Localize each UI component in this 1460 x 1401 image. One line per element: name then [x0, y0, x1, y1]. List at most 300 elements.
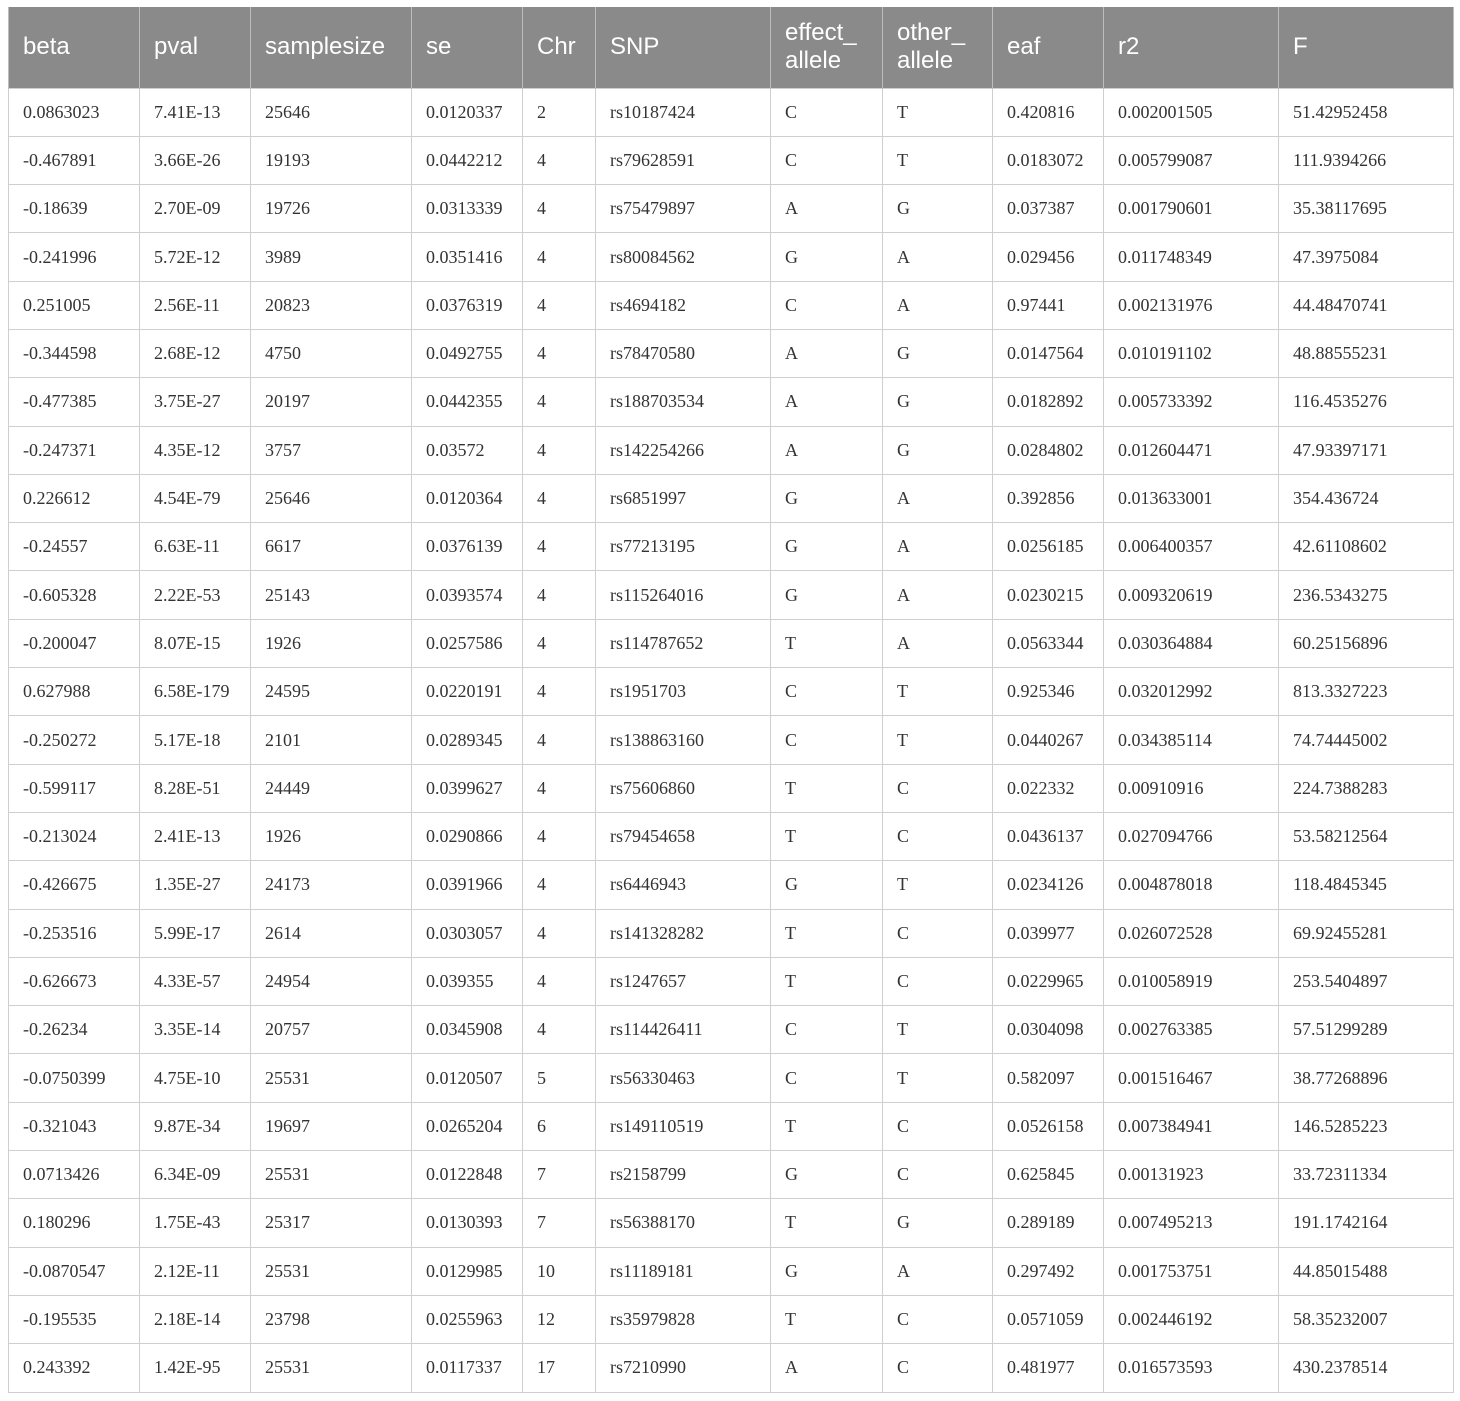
table-row — [9, 812, 1454, 860]
table-cell: 1926 — [251, 812, 412, 860]
table-cell: rs141328282 — [596, 909, 771, 957]
table-cell: 38.77268896 — [1279, 1054, 1454, 1102]
table-cell: 0.226612 — [9, 474, 140, 522]
table-cell: 0.0376319 — [412, 281, 523, 329]
table-row — [9, 1295, 1454, 1343]
table-cell: 0.481977 — [993, 1344, 1104, 1392]
table-cell: 47.3975084 — [1279, 233, 1454, 281]
table-cell: 60.25156896 — [1279, 619, 1454, 667]
table-cell: 44.85015488 — [1279, 1247, 1454, 1295]
table-row — [9, 1247, 1454, 1295]
table-cell: 0.005733392 — [1104, 378, 1279, 426]
table-cell: 0.0863023 — [9, 88, 140, 136]
column-header: samplesize — [251, 7, 412, 88]
table-cell: 0.0230215 — [993, 571, 1104, 619]
table-row — [9, 909, 1454, 957]
table-cell: 25646 — [251, 474, 412, 522]
table-cell: T — [771, 764, 883, 812]
table-cell: 35.38117695 — [1279, 185, 1454, 233]
table-cell: C — [883, 1295, 993, 1343]
table-cell: 6.58E-179 — [140, 668, 251, 716]
table-row — [9, 233, 1454, 281]
table-cell: 0.011748349 — [1104, 233, 1279, 281]
table-cell: 0.297492 — [993, 1247, 1104, 1295]
table-cell: 0.420816 — [993, 88, 1104, 136]
table-row — [9, 1199, 1454, 1247]
table-cell: 24595 — [251, 668, 412, 716]
table-row — [9, 1102, 1454, 1150]
table-cell: -0.26234 — [9, 1006, 140, 1054]
table-cell: 0.0442212 — [412, 136, 523, 184]
table-cell: 0.0265204 — [412, 1102, 523, 1150]
table-cell: C — [883, 1344, 993, 1392]
table-cell: 5 — [523, 1054, 596, 1102]
table-row — [9, 1006, 1454, 1054]
column-header: Chr — [523, 7, 596, 88]
table-cell: 4 — [523, 812, 596, 860]
table-cell: T — [883, 668, 993, 716]
table-cell: 25646 — [251, 88, 412, 136]
table-cell: 4 — [523, 764, 596, 812]
table-cell: G — [883, 378, 993, 426]
table-cell: 0.001753751 — [1104, 1247, 1279, 1295]
table-cell: 1.42E-95 — [140, 1344, 251, 1392]
table-cell: 0.97441 — [993, 281, 1104, 329]
table-cell: 0.002001505 — [1104, 88, 1279, 136]
table-cell: rs11189181 — [596, 1247, 771, 1295]
table-cell: -0.321043 — [9, 1102, 140, 1150]
table-cell: T — [883, 1054, 993, 1102]
table-cell: rs1247657 — [596, 957, 771, 1005]
table-cell: 0.001790601 — [1104, 185, 1279, 233]
table-cell: 19193 — [251, 136, 412, 184]
table-cell: C — [883, 1151, 993, 1199]
table-cell: 47.93397171 — [1279, 426, 1454, 474]
table-cell: rs114787652 — [596, 619, 771, 667]
table-row — [9, 861, 1454, 909]
table-row — [9, 426, 1454, 474]
table-cell: 4750 — [251, 329, 412, 377]
table-cell: 0.022332 — [993, 764, 1104, 812]
table-cell: A — [771, 1344, 883, 1392]
table-cell: 4 — [523, 1006, 596, 1054]
table-cell: 4 — [523, 281, 596, 329]
table-cell: G — [771, 1151, 883, 1199]
table-cell: 0.005799087 — [1104, 136, 1279, 184]
table-cell: 24954 — [251, 957, 412, 1005]
table-cell: 146.5285223 — [1279, 1102, 1454, 1150]
table-cell: rs6851997 — [596, 474, 771, 522]
table-cell: C — [883, 812, 993, 860]
table-row — [9, 523, 1454, 571]
table-cell: rs78470580 — [596, 329, 771, 377]
table-cell: 4.35E-12 — [140, 426, 251, 474]
table-cell: rs138863160 — [596, 716, 771, 764]
table-cell: rs188703534 — [596, 378, 771, 426]
table-cell: 0.002131976 — [1104, 281, 1279, 329]
table-row — [9, 329, 1454, 377]
table-cell: A — [771, 426, 883, 474]
table-cell: rs35979828 — [596, 1295, 771, 1343]
table-cell: 4.75E-10 — [140, 1054, 251, 1102]
table-cell: 0.0563344 — [993, 619, 1104, 667]
table-cell: 0.010058919 — [1104, 957, 1279, 1005]
table-cell: A — [883, 233, 993, 281]
table-row — [9, 668, 1454, 716]
table-cell: 2614 — [251, 909, 412, 957]
table-cell: 51.42952458 — [1279, 88, 1454, 136]
table-row — [9, 281, 1454, 329]
table-cell: T — [771, 812, 883, 860]
table-cell: 4 — [523, 716, 596, 764]
table-cell: 0.012604471 — [1104, 426, 1279, 474]
table-cell: 0.243392 — [9, 1344, 140, 1392]
column-header: other_ allele — [883, 7, 993, 88]
table-cell: 4 — [523, 136, 596, 184]
table-cell: G — [883, 426, 993, 474]
table-cell: 0.034385114 — [1104, 716, 1279, 764]
table-row — [9, 1054, 1454, 1102]
table-cell: 0.0526158 — [993, 1102, 1104, 1150]
table-cell: 0.0256185 — [993, 523, 1104, 571]
table-cell: T — [883, 716, 993, 764]
table-cell: C — [771, 1006, 883, 1054]
table-cell: 0.0351416 — [412, 233, 523, 281]
table-cell: -0.0870547 — [9, 1247, 140, 1295]
table-row — [9, 619, 1454, 667]
table-cell: 69.92455281 — [1279, 909, 1454, 957]
table-cell: G — [771, 523, 883, 571]
table-cell: 4 — [523, 426, 596, 474]
table-cell: 253.5404897 — [1279, 957, 1454, 1005]
table-cell: 53.58212564 — [1279, 812, 1454, 860]
table-cell: G — [883, 329, 993, 377]
table-cell: 6 — [523, 1102, 596, 1150]
column-header: F — [1279, 7, 1454, 88]
table-cell: 1.75E-43 — [140, 1199, 251, 1247]
table-cell: 0.0234126 — [993, 861, 1104, 909]
table-row — [9, 764, 1454, 812]
table-cell: A — [771, 378, 883, 426]
table-cell: G — [883, 185, 993, 233]
table-cell: 0.0713426 — [9, 1151, 140, 1199]
table-cell: 1.35E-27 — [140, 861, 251, 909]
table-cell: 0.026072528 — [1104, 909, 1279, 957]
table-cell: 25531 — [251, 1054, 412, 1102]
table-cell: 3989 — [251, 233, 412, 281]
table-cell: 0.0255963 — [412, 1295, 523, 1343]
table-cell: 0.0313339 — [412, 185, 523, 233]
table-cell: 0.0399627 — [412, 764, 523, 812]
column-header: r2 — [1104, 7, 1279, 88]
table-cell: 0.0120364 — [412, 474, 523, 522]
table-cell: 8.28E-51 — [140, 764, 251, 812]
table-row — [9, 474, 1454, 522]
table-cell: 5.99E-17 — [140, 909, 251, 957]
column-header: pval — [140, 7, 251, 88]
table-cell: 3.35E-14 — [140, 1006, 251, 1054]
table-cell: 17 — [523, 1344, 596, 1392]
table-cell: 0.0304098 — [993, 1006, 1104, 1054]
column-header: eaf — [993, 7, 1104, 88]
table-cell: G — [771, 474, 883, 522]
table-cell: 7 — [523, 1151, 596, 1199]
table-cell: 0.0122848 — [412, 1151, 523, 1199]
table-cell: T — [771, 1102, 883, 1150]
table-cell: 4 — [523, 668, 596, 716]
table-cell: 9.87E-34 — [140, 1102, 251, 1150]
table-cell: -0.195535 — [9, 1295, 140, 1343]
table-cell: -0.426675 — [9, 861, 140, 909]
table-cell: 23798 — [251, 1295, 412, 1343]
table-cell: 0.289189 — [993, 1199, 1104, 1247]
table-cell: 19697 — [251, 1102, 412, 1150]
table-cell: rs79454658 — [596, 812, 771, 860]
table-cell: 0.010191102 — [1104, 329, 1279, 377]
table-cell: -0.241996 — [9, 233, 140, 281]
table-cell: G — [771, 861, 883, 909]
table-cell: -0.253516 — [9, 909, 140, 957]
table-cell: 4.33E-57 — [140, 957, 251, 1005]
table-cell: rs75606860 — [596, 764, 771, 812]
table-cell: 4 — [523, 619, 596, 667]
table-cell: 4 — [523, 329, 596, 377]
table-cell: 2.70E-09 — [140, 185, 251, 233]
table-cell: rs56330463 — [596, 1054, 771, 1102]
table-cell: 0.0120507 — [412, 1054, 523, 1102]
table-cell: 0.0393574 — [412, 571, 523, 619]
table-cell: 25143 — [251, 571, 412, 619]
table-cell: T — [771, 619, 883, 667]
table-cell: 0.016573593 — [1104, 1344, 1279, 1392]
table-cell: 4 — [523, 957, 596, 1005]
table-cell: 0.0182892 — [993, 378, 1104, 426]
table-cell: rs114426411 — [596, 1006, 771, 1054]
table-cell: A — [883, 619, 993, 667]
table-cell: 4 — [523, 571, 596, 619]
table-cell: 0.007495213 — [1104, 1199, 1279, 1247]
table-cell: T — [883, 1006, 993, 1054]
table-cell: 0.0391966 — [412, 861, 523, 909]
table-cell: C — [883, 1102, 993, 1150]
table-cell: -0.599117 — [9, 764, 140, 812]
table-cell: -0.200047 — [9, 619, 140, 667]
table-cell: -0.0750399 — [9, 1054, 140, 1102]
table-cell: 20823 — [251, 281, 412, 329]
table-cell: 813.3327223 — [1279, 668, 1454, 716]
table-cell: C — [883, 957, 993, 1005]
table-row — [9, 185, 1454, 233]
table-cell: 10 — [523, 1247, 596, 1295]
table-cell: 4 — [523, 909, 596, 957]
table-cell: rs142254266 — [596, 426, 771, 474]
table-cell: -0.605328 — [9, 571, 140, 619]
table-cell: 6617 — [251, 523, 412, 571]
table-cell: C — [771, 716, 883, 764]
table-row — [9, 88, 1454, 136]
table-cell: 4 — [523, 523, 596, 571]
table-cell: 25531 — [251, 1247, 412, 1295]
table-cell: 0.030364884 — [1104, 619, 1279, 667]
table-cell: 8.07E-15 — [140, 619, 251, 667]
table-cell: 42.61108602 — [1279, 523, 1454, 571]
table-cell: 0.0376139 — [412, 523, 523, 571]
table-cell: 4 — [523, 861, 596, 909]
table-cell: T — [771, 1199, 883, 1247]
table-cell: 0.0303057 — [412, 909, 523, 957]
table-cell: 2.56E-11 — [140, 281, 251, 329]
table-cell: -0.247371 — [9, 426, 140, 474]
table-cell: A — [883, 571, 993, 619]
table-cell: rs149110519 — [596, 1102, 771, 1150]
table-cell: C — [771, 88, 883, 136]
table-cell: 7.41E-13 — [140, 88, 251, 136]
table-cell: 2.12E-11 — [140, 1247, 251, 1295]
table-cell: 116.4535276 — [1279, 378, 1454, 426]
table-cell: 33.72311334 — [1279, 1151, 1454, 1199]
table-cell: 7 — [523, 1199, 596, 1247]
table-cell: G — [883, 1199, 993, 1247]
table-cell: -0.24557 — [9, 523, 140, 571]
table-cell: 25531 — [251, 1344, 412, 1392]
table-cell: 0.037387 — [993, 185, 1104, 233]
table-cell: 25317 — [251, 1199, 412, 1247]
table-cell: 2101 — [251, 716, 412, 764]
table-cell: 0.0257586 — [412, 619, 523, 667]
table-cell: 0.0440267 — [993, 716, 1104, 764]
table-cell: 0.00910916 — [1104, 764, 1279, 812]
table-cell: C — [771, 136, 883, 184]
table-cell: 0.007384941 — [1104, 1102, 1279, 1150]
table-row — [9, 571, 1454, 619]
table-cell: 0.032012992 — [1104, 668, 1279, 716]
table-cell: 20197 — [251, 378, 412, 426]
table-cell: 118.4845345 — [1279, 861, 1454, 909]
table-cell: C — [883, 909, 993, 957]
table-cell: 0.0290866 — [412, 812, 523, 860]
table-row — [9, 1151, 1454, 1199]
table-cell: 2.68E-12 — [140, 329, 251, 377]
table-cell: rs10187424 — [596, 88, 771, 136]
table-cell: 236.5343275 — [1279, 571, 1454, 619]
table-cell: 0.027094766 — [1104, 812, 1279, 860]
table-cell: T — [883, 88, 993, 136]
table-cell: rs80084562 — [596, 233, 771, 281]
table-cell: 19726 — [251, 185, 412, 233]
table-cell: 2.22E-53 — [140, 571, 251, 619]
table-header — [9, 7, 1454, 88]
table-cell: 0.004878018 — [1104, 861, 1279, 909]
table-row — [9, 136, 1454, 184]
table-cell: 0.392856 — [993, 474, 1104, 522]
table-cell: C — [883, 764, 993, 812]
table-cell: C — [771, 668, 883, 716]
table-cell: rs115264016 — [596, 571, 771, 619]
table-cell: T — [771, 957, 883, 1005]
table-cell: 2 — [523, 88, 596, 136]
table-cell: 0.00131923 — [1104, 1151, 1279, 1199]
table-cell: 0.006400357 — [1104, 523, 1279, 571]
table-cell: A — [883, 1247, 993, 1295]
header-row — [9, 7, 1454, 88]
table-cell: 25531 — [251, 1151, 412, 1199]
table-cell: 58.35232007 — [1279, 1295, 1454, 1343]
table-cell: 0.627988 — [9, 668, 140, 716]
table-cell: 74.74445002 — [1279, 716, 1454, 764]
table-cell: 0.0284802 — [993, 426, 1104, 474]
table-cell: 191.1742164 — [1279, 1199, 1454, 1247]
table-cell: rs4694182 — [596, 281, 771, 329]
table-row — [9, 716, 1454, 764]
table-row — [9, 1344, 1454, 1392]
column-header: se — [412, 7, 523, 88]
table-cell: 44.48470741 — [1279, 281, 1454, 329]
table-cell: G — [771, 233, 883, 281]
table-cell: -0.467891 — [9, 136, 140, 184]
table-cell: 0.009320619 — [1104, 571, 1279, 619]
table-cell: G — [771, 571, 883, 619]
table-cell: 0.029456 — [993, 233, 1104, 281]
table-cell: 354.436724 — [1279, 474, 1454, 522]
table-row — [9, 378, 1454, 426]
table-cell: 0.001516467 — [1104, 1054, 1279, 1102]
table-cell: 3757 — [251, 426, 412, 474]
table-cell: 0.582097 — [993, 1054, 1104, 1102]
table-cell: 111.9394266 — [1279, 136, 1454, 184]
table-cell: A — [883, 523, 993, 571]
table-cell: 2.41E-13 — [140, 812, 251, 860]
table-cell: rs77213195 — [596, 523, 771, 571]
table-cell: 0.0571059 — [993, 1295, 1104, 1343]
column-header: effect_ allele — [771, 7, 883, 88]
table-row — [9, 957, 1454, 1005]
table-cell: 4 — [523, 233, 596, 281]
table-cell: A — [883, 281, 993, 329]
table-cell: 0.0229965 — [993, 957, 1104, 1005]
table-cell: 0.0147564 — [993, 329, 1104, 377]
table-cell: 0.625845 — [993, 1151, 1104, 1199]
table-cell: rs56388170 — [596, 1199, 771, 1247]
table-cell: 0.03572 — [412, 426, 523, 474]
table-cell: rs6446943 — [596, 861, 771, 909]
snp-table — [8, 7, 1454, 1393]
table-cell: A — [771, 329, 883, 377]
table-cell: 0.039977 — [993, 909, 1104, 957]
table-cell: -0.477385 — [9, 378, 140, 426]
table-cell: rs7210990 — [596, 1344, 771, 1392]
table-cell: 2.18E-14 — [140, 1295, 251, 1343]
table-cell: 430.2378514 — [1279, 1344, 1454, 1392]
column-header: beta — [9, 7, 140, 88]
table-cell: G — [771, 1247, 883, 1295]
table-cell: A — [883, 474, 993, 522]
table-cell: A — [771, 185, 883, 233]
table-cell: 0.925346 — [993, 668, 1104, 716]
table-cell: 6.34E-09 — [140, 1151, 251, 1199]
table-body — [9, 88, 1454, 1392]
table-cell: 0.0442355 — [412, 378, 523, 426]
table-cell: 0.002763385 — [1104, 1006, 1279, 1054]
table-cell: 24449 — [251, 764, 412, 812]
table-cell: -0.213024 — [9, 812, 140, 860]
table-cell: T — [771, 909, 883, 957]
table-cell: 6.63E-11 — [140, 523, 251, 571]
table-cell: -0.626673 — [9, 957, 140, 1005]
table-cell: 5.72E-12 — [140, 233, 251, 281]
table-cell: -0.250272 — [9, 716, 140, 764]
table-cell: rs75479897 — [596, 185, 771, 233]
table-cell: rs2158799 — [596, 1151, 771, 1199]
